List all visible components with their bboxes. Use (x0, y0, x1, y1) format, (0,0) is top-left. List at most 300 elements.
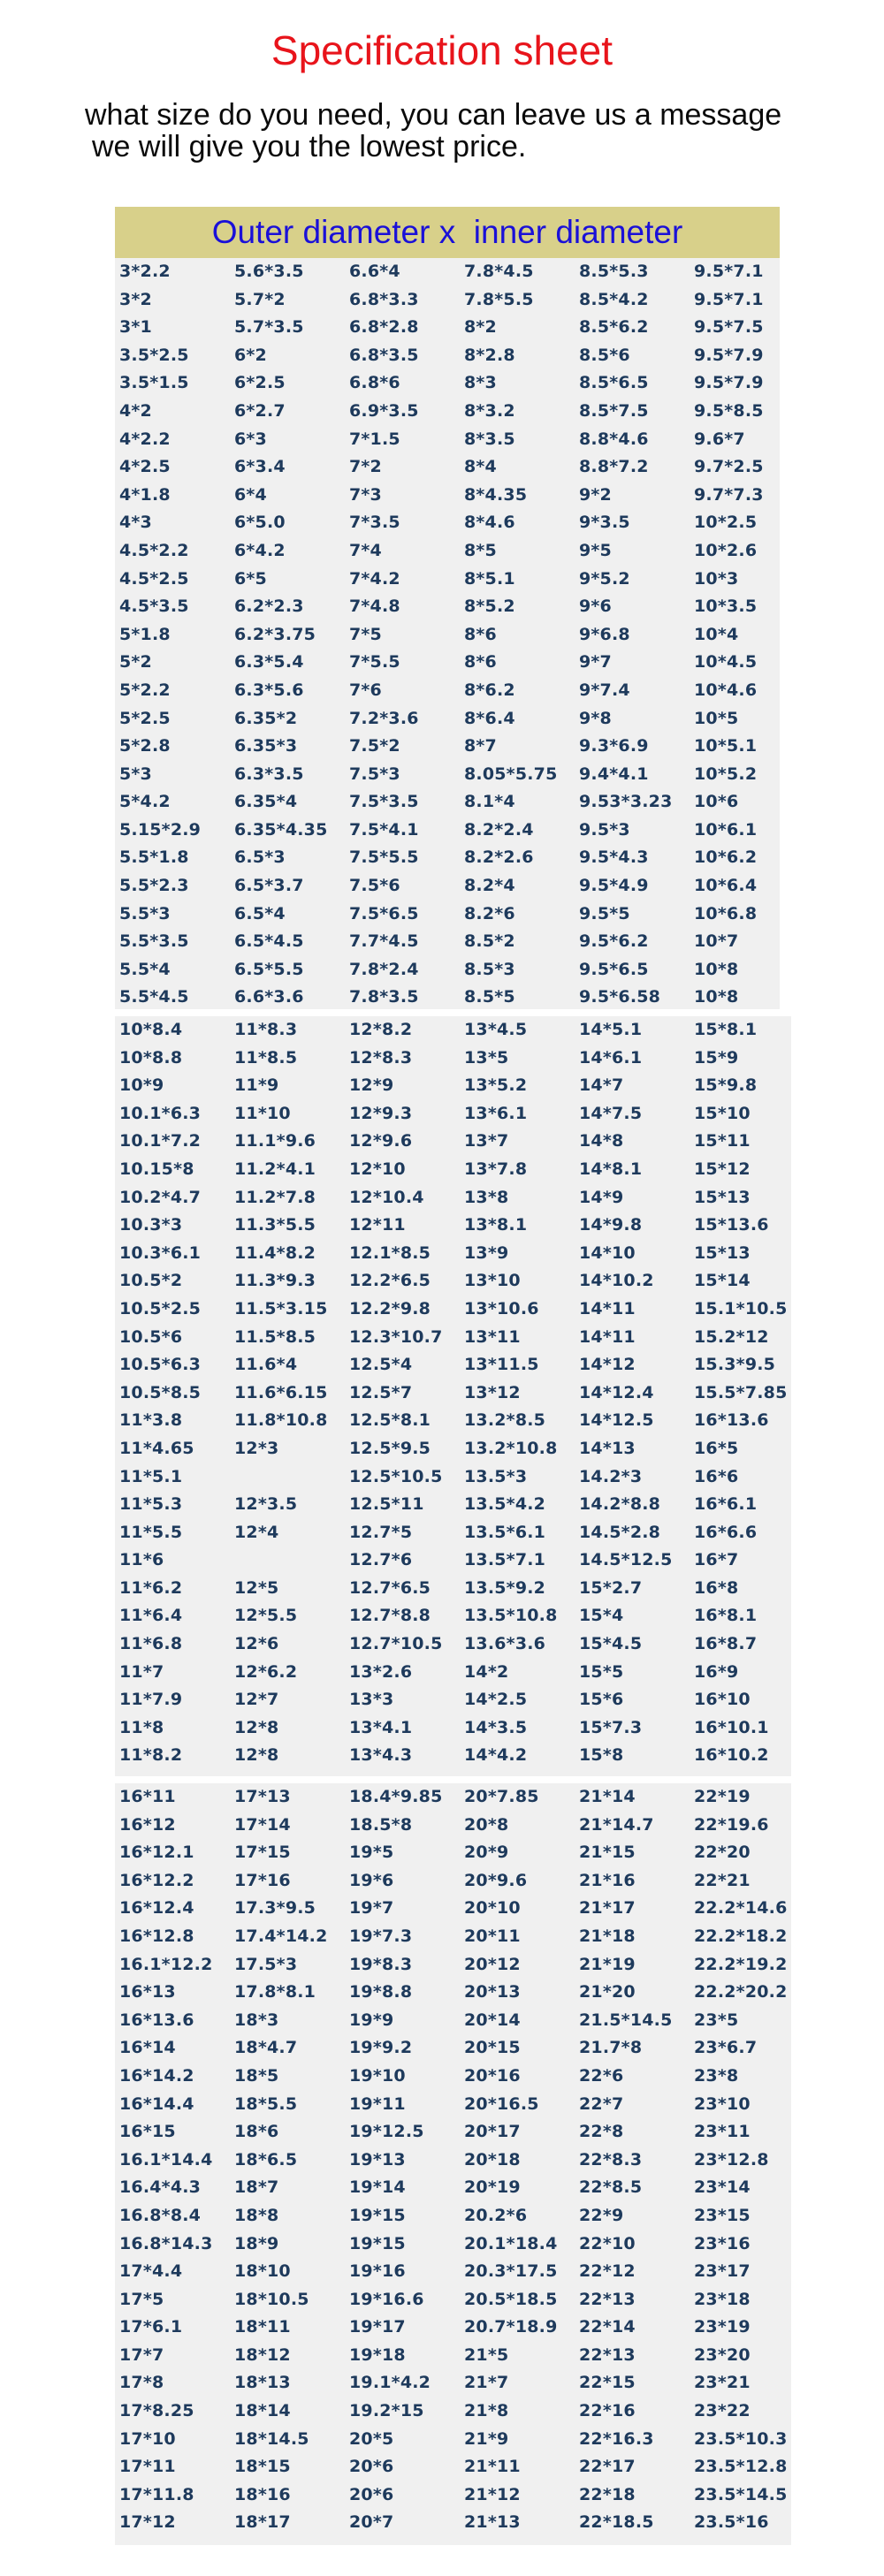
spec-table-1 (115, 258, 804, 1012)
size-cell: 6*3 (234, 429, 267, 449)
size-cell: 20*9.6 (464, 1870, 528, 1890)
size-cell: 9.5*6.58 (579, 987, 661, 1007)
size-cell: 18*9 (234, 2233, 279, 2253)
size-cell: 14*6.1 (579, 1047, 643, 1068)
size-cell: 16*12.8 (119, 1926, 194, 1946)
message-text (85, 99, 781, 163)
size-cell: 10*5.2 (694, 764, 758, 784)
size-cell: 22.2*20.2 (694, 1982, 788, 2002)
size-cell: 7*4.2 (349, 568, 400, 589)
size-cell: 23*15 (694, 2205, 751, 2225)
size-cell: 11*6.8 (119, 1634, 183, 1654)
size-cell: 22*13 (579, 2344, 636, 2365)
size-cell: 15*14 (694, 1271, 751, 1291)
size-cell: 10*4 (694, 624, 739, 644)
size-cell: 8*5.1 (464, 568, 515, 589)
size-cell: 11.3*9.3 (234, 1271, 316, 1291)
size-cell: 21*13 (464, 2512, 521, 2533)
size-cell: 5.5*3.5 (119, 931, 189, 952)
size-cell: 10*6 (694, 792, 739, 812)
size-cell: 6.3*5.6 (234, 680, 304, 700)
size-cell: 8*6.2 (464, 680, 515, 700)
size-cell: 16.8*14.3 (119, 2233, 213, 2253)
size-cell: 18*14 (234, 2401, 291, 2421)
size-cell: 15*4.5 (579, 1634, 643, 1654)
size-cell: 6*4 (234, 484, 267, 505)
size-cell: 12.5*4 (349, 1355, 413, 1375)
size-cell: 6*3.4 (234, 457, 286, 477)
size-cell: 11*8.2 (119, 1745, 183, 1766)
size-cell: 20*17 (464, 2122, 521, 2142)
size-cell: 13.2*10.8 (464, 1438, 558, 1458)
size-cell: 8*4.6 (464, 513, 515, 533)
size-cell: 13*11.5 (464, 1355, 539, 1375)
size-cell: 22*19 (694, 1787, 751, 1806)
size-cell: 8.2*4 (464, 876, 515, 896)
size-cell: 6*2 (234, 345, 267, 365)
size-cell: 14*12.4 (579, 1382, 654, 1402)
size-cell: 20.1*18.4 (464, 2233, 558, 2253)
size-cell: 18*12 (234, 2344, 291, 2365)
size-cell: 4.5*2.5 (119, 568, 189, 589)
size-cell: 13.5*3 (464, 1466, 528, 1486)
size-cell: 11*5.1 (119, 1466, 183, 1486)
size-cell: 7.8*5.5 (464, 289, 534, 309)
size-cell: 6*2.7 (234, 400, 286, 421)
size-cell: 22.2*19.2 (694, 1954, 788, 1974)
size-cell: 18*5 (234, 2065, 279, 2086)
size-cell: 22*18.5 (579, 2512, 654, 2533)
size-cell: 13*3 (349, 1690, 394, 1710)
size-cell: 13*7 (464, 1131, 509, 1151)
size-cell: 10*4.6 (694, 680, 758, 700)
size-cell: 11.2*4.1 (234, 1159, 316, 1179)
size-cell: 6.8*3.5 (349, 345, 419, 365)
size-cell: 15.3*9.5 (694, 1355, 776, 1375)
size-cell: 15*9.8 (694, 1075, 758, 1096)
size-cell: 16*6.1 (694, 1494, 758, 1515)
size-cell: 11*6.4 (119, 1606, 183, 1626)
size-cell: 17*8 (119, 2373, 164, 2393)
size-cell: 3.5*2.5 (119, 345, 189, 365)
size-cell: 4.5*2.2 (119, 540, 189, 560)
size-cell: 12*10.4 (349, 1187, 424, 1207)
size-cell: 18*4.7 (234, 2038, 298, 2058)
size-cell: 22*12 (579, 2261, 636, 2282)
size-cell: 14.5*2.8 (579, 1522, 661, 1542)
size-cell: 9*5.2 (579, 568, 630, 589)
size-cell: 12.7*6.5 (349, 1577, 431, 1598)
size-cell: 16*12 (119, 1814, 176, 1835)
size-cell: 8.5*3 (464, 959, 515, 979)
size-cell: 16*12.1 (119, 1843, 194, 1863)
size-cell: 15*13 (694, 1242, 751, 1263)
size-cell: 19.1*4.2 (349, 2373, 431, 2393)
size-cell: 8*2 (464, 317, 497, 338)
size-cell: 20*14 (464, 2010, 521, 2030)
size-cell: 23.5*12.8 (694, 2457, 788, 2477)
size-cell: 16*13.6 (694, 1410, 769, 1431)
size-cell: 9*6 (579, 597, 612, 617)
size-cell: 9.5*6.2 (579, 931, 649, 952)
size-cell: 14*9 (579, 1187, 624, 1207)
size-cell: 7.8*3.5 (349, 987, 419, 1007)
size-cell: 18*13 (234, 2373, 291, 2393)
size-cell: 21*20 (579, 1982, 636, 2002)
size-cell: 4*3 (119, 513, 152, 533)
size-cell: 5.5*2.3 (119, 876, 189, 896)
size-cell: 23*10 (694, 2093, 751, 2114)
size-cell: 15*11 (694, 1131, 751, 1151)
size-cell: 8*3.5 (464, 429, 515, 449)
size-cell: 10*6.4 (694, 876, 758, 896)
size-cell: 16*5 (694, 1438, 739, 1458)
size-cell: 13*5 (464, 1047, 509, 1068)
size-cell: 17*11.8 (119, 2484, 194, 2504)
size-cell: 17.4*14.2 (234, 1926, 328, 1946)
size-cell: 16*14 (119, 2038, 176, 2058)
size-cell: 14*4.2 (464, 1745, 528, 1766)
size-cell: 12.2*9.8 (349, 1298, 431, 1318)
size-cell: 9*7 (579, 652, 612, 672)
size-cell: 8*7 (464, 736, 497, 756)
size-cell: 22*21 (694, 1870, 751, 1890)
size-cell: 8*4.35 (464, 484, 528, 505)
size-cell: 8.1*4 (464, 792, 515, 812)
size-cell: 22*10 (579, 2233, 636, 2253)
size-cell: 12*8 (234, 1717, 279, 1737)
size-cell: 16*13 (119, 1982, 176, 2002)
size-cell: 22.2*14.6 (694, 1898, 788, 1919)
size-cell: 20*15 (464, 2038, 521, 2058)
size-cell: 10*6.2 (694, 847, 758, 868)
size-cell: 10*2.5 (694, 513, 758, 533)
size-cell: 21*18 (579, 1926, 636, 1946)
size-cell: 17.3*9.5 (234, 1898, 316, 1919)
size-cell: 7.8*4.5 (464, 262, 534, 281)
size-cell: 7*3.5 (349, 513, 400, 533)
size-cell: 12.7*5 (349, 1522, 413, 1542)
size-cell: 5*4.2 (119, 792, 171, 812)
size-cell: 18*14.5 (234, 2428, 309, 2449)
size-cell: 17*13 (234, 1787, 291, 1806)
size-cell: 9.5*7.1 (694, 262, 764, 281)
size-cell: 15.1*10.5 (694, 1298, 788, 1318)
size-cell: 10*7 (694, 931, 739, 952)
size-cell: 8.8*7.2 (579, 457, 649, 477)
size-cell: 16*10 (694, 1690, 751, 1710)
size-cell: 6*4.2 (234, 540, 286, 560)
size-cell: 7*4 (349, 540, 382, 560)
size-cell: 13*4.3 (349, 1745, 413, 1766)
size-cell: 9*6.8 (579, 624, 630, 644)
size-cell: 14*12.5 (579, 1410, 654, 1431)
size-cell: 15*5 (579, 1661, 624, 1682)
size-cell: 9.3*6.9 (579, 736, 649, 756)
size-cell: 15*8 (579, 1745, 624, 1766)
size-cell: 22*20 (694, 1843, 751, 1863)
size-cell: 12.5*11 (349, 1494, 424, 1515)
size-cell: 19*8.8 (349, 1982, 413, 2002)
size-cell: 9.7*2.5 (694, 457, 764, 477)
size-cell: 10*6.1 (694, 819, 758, 840)
size-cell: 22*18 (579, 2484, 636, 2504)
size-cell: 20*6 (349, 2457, 394, 2477)
size-cell: 16*8.7 (694, 1634, 758, 1654)
size-cell: 8.2*6 (464, 903, 515, 923)
size-cell: 12.7*8.8 (349, 1606, 431, 1626)
size-cell: 16*8 (694, 1577, 739, 1598)
size-cell: 20*11 (464, 1926, 521, 1946)
size-cell: 6.5*4 (234, 903, 286, 923)
size-cell: 7.2*3.6 (349, 708, 419, 728)
size-cell: 20*12 (464, 1954, 521, 1974)
size-cell: 11*4.65 (119, 1438, 194, 1458)
size-cell: 20*16 (464, 2065, 521, 2086)
size-cell: 7.5*6 (349, 876, 400, 896)
size-cell: 18.4*9.85 (349, 1787, 443, 1806)
size-cell: 8*2.8 (464, 345, 515, 365)
size-cell: 11.4*8.2 (234, 1242, 316, 1263)
size-cell: 22*6 (579, 2065, 624, 2086)
size-cell: 8.5*4.2 (579, 289, 649, 309)
size-cell: 12*6.2 (234, 1661, 298, 1682)
page-title: Specification sheet (271, 27, 613, 73)
size-cell: 6.2*3.75 (234, 624, 316, 644)
size-cell: 14*5.1 (579, 1020, 643, 1039)
size-cell: 11.5*3.15 (234, 1298, 328, 1318)
size-cell: 10*9 (119, 1075, 164, 1096)
size-cell: 6.5*3 (234, 847, 286, 868)
size-cell: 6.8*6 (349, 373, 400, 393)
size-cell: 10*3 (694, 568, 739, 589)
size-cell: 10.5*2.5 (119, 1298, 202, 1318)
size-cell: 20*10 (464, 1898, 521, 1919)
size-cell: 12*8.2 (349, 1020, 413, 1039)
size-cell: 7.5*3 (349, 764, 400, 784)
size-cell: 9.5*6.5 (579, 959, 649, 979)
size-cell: 12*9 (349, 1075, 394, 1096)
message-line-1: what size do you need, you can leave us a message (85, 98, 782, 132)
size-cell: 14.2*8.8 (579, 1494, 661, 1515)
size-cell: 10*2.6 (694, 540, 758, 560)
size-cell: 11*8.3 (234, 1020, 298, 1039)
size-cell: 9.5*8.5 (694, 400, 764, 421)
size-cell: 10*6.8 (694, 903, 758, 923)
size-cell: 8.5*5.3 (579, 262, 649, 281)
size-cell: 6.35*2 (234, 708, 298, 728)
size-cell: 11*10 (234, 1103, 291, 1123)
size-cell: 7*5.5 (349, 652, 400, 672)
size-cell: 22*17 (579, 2457, 636, 2477)
size-cell: 22*13 (579, 2289, 636, 2309)
size-cell: 4*2.5 (119, 457, 171, 477)
size-cell: 20.7*18.9 (464, 2317, 558, 2337)
size-cell: 19*8.3 (349, 1954, 413, 1974)
size-cell: 13*12 (464, 1382, 521, 1402)
size-cell: 12*8 (234, 1745, 279, 1766)
size-cell: 10.2*4.7 (119, 1187, 202, 1207)
size-cell: 13*9 (464, 1242, 509, 1263)
size-cell: 6*2.5 (234, 373, 286, 393)
size-cell: 20*13 (464, 1982, 521, 2002)
size-cell: 6*5 (234, 568, 267, 589)
size-cell: 6.35*4 (234, 792, 298, 812)
size-cell: 21*8 (464, 2401, 509, 2421)
size-cell: 21*5 (464, 2344, 509, 2365)
size-cell: 6.5*4.5 (234, 931, 304, 952)
size-cell: 21*12 (464, 2484, 521, 2504)
size-cell: 9.53*3.23 (579, 792, 673, 812)
size-cell: 19*6 (349, 1870, 394, 1890)
size-cell: 4*1.8 (119, 484, 171, 505)
size-cell: 22*19.6 (694, 1814, 769, 1835)
size-cell: 13*2.6 (349, 1661, 413, 1682)
size-cell: 11*7.9 (119, 1690, 183, 1710)
size-cell: 21*7 (464, 2373, 509, 2393)
size-cell: 10*8 (694, 959, 739, 979)
size-cell: 5.5*4 (119, 959, 171, 979)
size-cell: 15*4 (579, 1606, 624, 1626)
size-cell: 13.2*8.5 (464, 1410, 546, 1431)
size-cell: 14*11 (579, 1298, 636, 1318)
size-cell: 18*11 (234, 2317, 291, 2337)
size-cell: 7*3 (349, 484, 382, 505)
size-cell: 8*6.4 (464, 708, 515, 728)
size-cell: 14.2*3 (579, 1466, 643, 1486)
size-cell: 10.15*8 (119, 1159, 194, 1179)
size-cell: 15*13 (694, 1187, 751, 1207)
size-cell: 19*10 (349, 2065, 406, 2086)
size-cell: 13*8 (464, 1187, 509, 1207)
size-cell: 8.2*2.4 (464, 819, 534, 840)
size-cell: 10*8.8 (119, 1047, 183, 1068)
size-cell: 12.1*8.5 (349, 1242, 431, 1263)
size-cell: 7.7*4.5 (349, 931, 419, 952)
size-cell: 14*2.5 (464, 1690, 528, 1710)
size-cell: 13*7.8 (464, 1159, 528, 1179)
size-cell: 10.5*6 (119, 1326, 183, 1347)
size-cell: 19*11 (349, 2093, 406, 2114)
size-cell: 13*4.1 (349, 1717, 413, 1737)
size-cell: 12.7*6 (349, 1550, 413, 1570)
size-cell: 7.8*2.4 (349, 959, 419, 979)
size-cell: 20*6 (349, 2484, 394, 2504)
size-cell: 15*7.3 (579, 1717, 643, 1737)
size-cell: 11.8*10.8 (234, 1410, 328, 1431)
size-cell: 5.5*3 (119, 903, 171, 923)
size-cell: 17*6.1 (119, 2317, 183, 2337)
size-cell: 3*2.2 (119, 262, 171, 281)
size-cell: 15*6 (579, 1690, 624, 1710)
size-cell: 8.5*5 (464, 987, 515, 1007)
size-cell: 8.5*7.5 (579, 400, 649, 421)
size-cell: 9.5*7.9 (694, 345, 764, 365)
size-cell: 7*2 (349, 457, 382, 477)
size-cell: 18*3 (234, 2010, 279, 2030)
size-cell: 18*8 (234, 2205, 279, 2225)
size-cell: 20*18 (464, 2149, 521, 2169)
size-cell: 13*8.1 (464, 1215, 528, 1235)
size-cell: 8*6 (464, 652, 497, 672)
size-cell: 15*8.1 (694, 1020, 758, 1039)
size-cell: 12.2*6.5 (349, 1271, 431, 1291)
size-cell: 10.5*8.5 (119, 1382, 202, 1402)
size-cell: 12*5 (234, 1577, 279, 1598)
size-cell: 8.05*5.75 (464, 764, 558, 784)
size-cell: 17*8.25 (119, 2401, 194, 2421)
size-cell: 23.5*14.5 (694, 2484, 788, 2504)
size-cell: 5*1.8 (119, 624, 171, 644)
size-cell: 23*11 (694, 2122, 751, 2142)
size-cell: 23*19 (694, 2317, 751, 2337)
size-cell: 20*7.85 (464, 1787, 539, 1806)
size-cell: 21*16 (579, 1870, 636, 1890)
size-cell (230, 1463, 345, 1492)
size-cell: 7*4.8 (349, 597, 400, 617)
size-cell: 23*6.7 (694, 2038, 758, 2058)
size-cell: 6.3*3.5 (234, 764, 304, 784)
size-cell: 23*20 (694, 2344, 751, 2365)
size-cell: 10.3*3 (119, 1215, 183, 1235)
size-cell: 19.2*15 (349, 2401, 424, 2421)
size-cell: 14*3.5 (464, 1717, 528, 1737)
size-cell: 23*5 (694, 2010, 739, 2030)
size-cell: 23*21 (694, 2373, 751, 2393)
size-cell: 11*6 (119, 1550, 164, 1570)
size-cell: 17.8*8.1 (234, 1982, 316, 2002)
size-cell: 17*4.4 (119, 2261, 183, 2282)
size-cell: 20*5 (349, 2428, 394, 2449)
size-cell: 20*8 (464, 1814, 509, 1835)
size-cell: 12*10 (349, 1159, 406, 1179)
size-cell: 8.5*6 (579, 345, 630, 365)
size-cell: 14*7.5 (579, 1103, 643, 1123)
size-cell: 14*8.1 (579, 1159, 643, 1179)
size-cell: 23*8 (694, 2065, 739, 2086)
size-cell: 3.5*1.5 (119, 373, 189, 393)
size-cell: 13.5*4.2 (464, 1494, 546, 1515)
size-cell: 13*10 (464, 1271, 521, 1291)
size-cell: 16.1*14.4 (119, 2149, 213, 2169)
size-cell: 14*9.8 (579, 1215, 643, 1235)
size-cell: 16*6.6 (694, 1522, 758, 1542)
size-cell: 7.5*3.5 (349, 792, 419, 812)
size-cell: 14*10 (579, 1242, 636, 1263)
size-cell: 18*17 (234, 2512, 291, 2533)
size-cell: 13*5.2 (464, 1075, 528, 1096)
size-cell: 16*6 (694, 1466, 739, 1486)
size-cell: 4*2.2 (119, 429, 171, 449)
size-cell: 23*16 (694, 2233, 751, 2253)
size-cell: 22*16.3 (579, 2428, 654, 2449)
size-cell: 6.35*4.35 (234, 819, 328, 840)
size-cell: 19*9.2 (349, 2038, 413, 2058)
size-cell: 16*8.1 (694, 1606, 758, 1626)
size-cell: 20.2*6 (464, 2205, 528, 2225)
size-cell: 14*11 (579, 1326, 636, 1347)
size-cell: 11*5.3 (119, 1494, 183, 1515)
size-cell: 7*5 (349, 624, 382, 644)
size-cell: 12*9.6 (349, 1131, 413, 1151)
size-cell: 7*1.5 (349, 429, 400, 449)
size-cell: 14*7 (579, 1075, 624, 1096)
size-cell: 21*11 (464, 2457, 521, 2477)
size-cell: 16*14.2 (119, 2065, 194, 2086)
size-cell: 9*2 (579, 484, 612, 505)
size-cell: 21*14.7 (579, 1814, 654, 1835)
size-cell: 23*18 (694, 2289, 751, 2309)
